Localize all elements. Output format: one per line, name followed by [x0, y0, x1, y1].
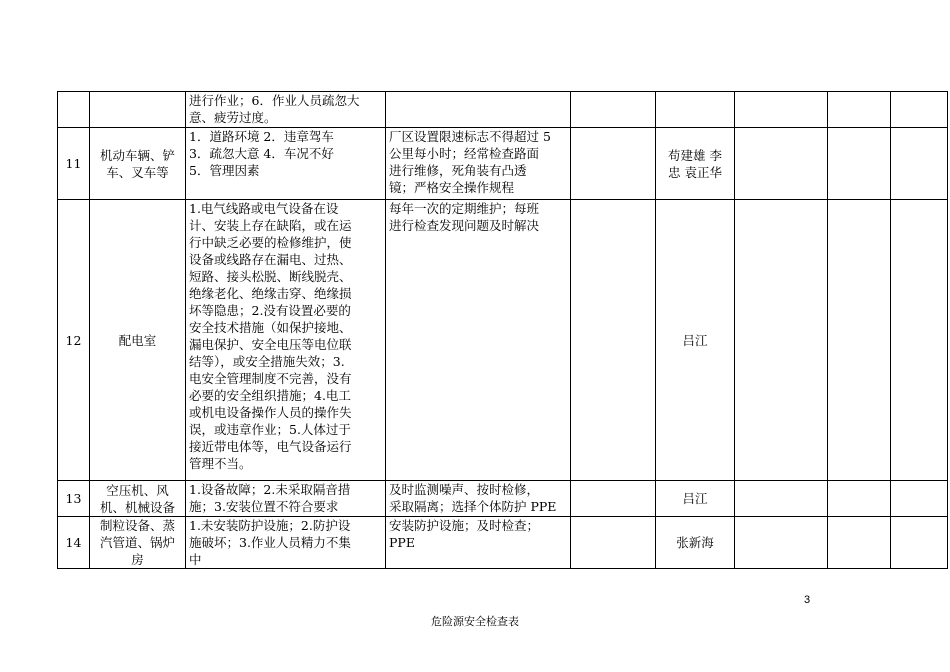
control-measures-cell — [386, 200, 571, 481]
control-measures-cell-line: 每年一次的定期维护；每班 — [389, 201, 540, 216]
control-measures-cell-line: 安装防护设施；及时检查； — [389, 518, 540, 533]
location-cell-line: 车、叉车等 — [106, 164, 169, 180]
location-cell-line: 配电室 — [118, 332, 157, 348]
hazard-factors-cell-line: 进行作业；6．作业人员疏忽大 — [189, 93, 360, 108]
hazard-factors-cell-line: 施；3.安装位置不符合要求 — [189, 499, 339, 514]
control-measures-cell-line: PPE — [389, 535, 415, 550]
responsible-person-cell-line: 吕江 — [682, 332, 708, 348]
hazard-factors-cell-line: 施破坏；3.作业人员精力不集 — [189, 535, 351, 550]
empty-cell — [571, 200, 656, 481]
empty-cell — [735, 200, 828, 481]
control-measures-cell-line: 进行检查发现问题及时解决 — [389, 218, 540, 233]
location-cell-line: 机动车辆、铲 — [99, 147, 175, 163]
empty-cell — [828, 92, 891, 128]
location-cell — [90, 128, 186, 200]
location-cell-line: 机、机械设备 — [99, 499, 175, 515]
hazard-factors-cell — [186, 128, 386, 200]
empty-cell — [891, 92, 948, 128]
hazard-factors-cell-line: 5．管理因素 — [189, 163, 260, 178]
empty-cell — [571, 92, 656, 128]
responsible-person-cell-line: 苟建雄 李 — [668, 147, 722, 163]
empty-cell — [891, 517, 948, 569]
footer-title: 危险源安全检查表 — [431, 615, 519, 628]
responsible-person-cell — [656, 128, 735, 200]
location-cell-line: 空压机、风 — [106, 482, 169, 498]
hazard-factors-cell-line: 意、疲劳过度。 — [189, 110, 277, 125]
hazard-factors-cell — [186, 92, 386, 128]
empty-cell — [828, 481, 891, 517]
responsible-person-cell-line: 吕江 — [682, 491, 708, 506]
hazard-factors-cell-line: 管理不当。 — [189, 456, 252, 471]
hazard-factors-cell-line: 行中缺乏必要的检修维护，使 — [189, 235, 352, 250]
empty-cell — [891, 200, 948, 481]
table-row — [58, 200, 948, 481]
table-row — [58, 481, 948, 517]
hazard-factors-cell-line: 计、安装上存在缺陷，或在运 — [189, 218, 352, 233]
hazard-factors-cell-line: 安全技术措施（如保护接地、 — [189, 320, 352, 335]
hazard-factors-cell-line: 结等），或安全措施失效；3. — [189, 354, 345, 369]
row-number-cell: 12 — [58, 200, 90, 481]
hazard-factors-cell-line: 误，或违章作业；5.人体过于 — [189, 422, 351, 437]
table-row — [58, 128, 948, 200]
control-measures-cell-line: 镜；严格安全操作规程 — [389, 180, 515, 195]
hazard-factors-cell — [186, 200, 386, 481]
responsible-person-cell-line: 忠 袁正华 — [668, 164, 722, 180]
control-measures-cell-line: 公里每小时；经常检查路面 — [389, 146, 540, 161]
empty-cell — [735, 92, 828, 128]
control-measures-cell-line: 及时监测噪声、按时检修， — [389, 482, 540, 497]
control-measures-cell — [386, 517, 571, 569]
control-measures-cell — [386, 481, 571, 517]
row-number-cell: 14 — [58, 517, 90, 569]
location-cell — [90, 92, 186, 128]
responsible-person-cell — [656, 517, 735, 569]
hazard-factors-cell-line: 1．道路环境 2．违章驾车 — [189, 129, 334, 144]
location-cell-line: 汽管道、锅炉 — [99, 535, 175, 550]
empty-cell — [891, 481, 948, 517]
location-cell — [90, 517, 186, 569]
hazard-factors-cell-line: 设备或线路存在漏电、过热、 — [189, 252, 352, 267]
hazard-check-table — [57, 91, 948, 569]
control-measures-cell — [386, 92, 571, 128]
empty-cell — [828, 200, 891, 481]
hazard-factors-cell-line: 电安全管理制度不完善，没有 — [189, 371, 352, 386]
hazard-factors-cell-line: 坏等隐患；2.没有设置必要的 — [189, 303, 351, 318]
control-measures-cell — [386, 128, 571, 200]
hazard-factors-cell-line: 绝缘老化、绝缘击穿、绝缘损 — [189, 286, 352, 301]
hazard-factors-cell — [186, 517, 386, 569]
responsible-person-cell — [656, 481, 735, 517]
empty-cell — [571, 481, 656, 517]
location-cell-line: 房 — [131, 552, 144, 567]
empty-cell — [735, 517, 828, 569]
row-number-cell — [58, 92, 90, 128]
location-cell-line: 制粒设备、蒸 — [99, 518, 175, 533]
hazard-factors-cell-line: 中 — [189, 552, 202, 567]
location-cell — [90, 200, 186, 481]
hazard-factors-cell-line: 短路、接头松脱、断线脱壳、 — [189, 269, 352, 284]
empty-cell — [891, 128, 948, 200]
responsible-person-cell-line: 张新海 — [676, 535, 714, 550]
empty-cell — [735, 481, 828, 517]
table-row — [58, 517, 948, 569]
hazard-factors-cell-line: 3．疏忽大意 4．车况不好 — [189, 146, 334, 161]
hazard-factors-cell-line: 1.设备故障；2.未采取隔音措 — [189, 482, 351, 497]
responsible-person-cell — [656, 200, 735, 481]
hazard-factors-cell-line: 接近带电体等，电气设备运行 — [189, 439, 352, 454]
hazard-factors-cell-line: 漏电保护、安全电压等电位联 — [189, 337, 352, 352]
row-number-cell: 11 — [58, 128, 90, 200]
control-measures-cell-line: 厂区设置限速标志不得超过 5 — [389, 129, 551, 144]
hazard-factors-cell-line: 或机电设备操作人员的操作失 — [189, 405, 352, 420]
page-number: 3 — [804, 594, 811, 606]
control-measures-cell-line: 进行维修，死角装有凸透 — [389, 163, 527, 178]
control-measures-cell-line: 采取隔离；选择个体防护 PPE — [389, 499, 557, 514]
empty-cell — [735, 128, 828, 200]
hazard-factors-cell-line: 1.电气线路或电气设备在设 — [189, 201, 339, 216]
location-cell — [90, 481, 186, 517]
row-number-cell: 13 — [58, 481, 90, 517]
hazard-factors-cell — [186, 481, 386, 517]
empty-cell — [571, 517, 656, 569]
empty-cell — [828, 517, 891, 569]
hazard-factors-cell-line: 必要的安全组织措施；4.电工 — [189, 388, 351, 403]
empty-cell — [828, 128, 891, 200]
hazard-factors-cell-line: 1.未安装防护设施；2.防护设 — [189, 518, 351, 533]
empty-cell — [571, 128, 656, 200]
table-row — [58, 92, 948, 128]
responsible-person-cell — [656, 92, 735, 128]
